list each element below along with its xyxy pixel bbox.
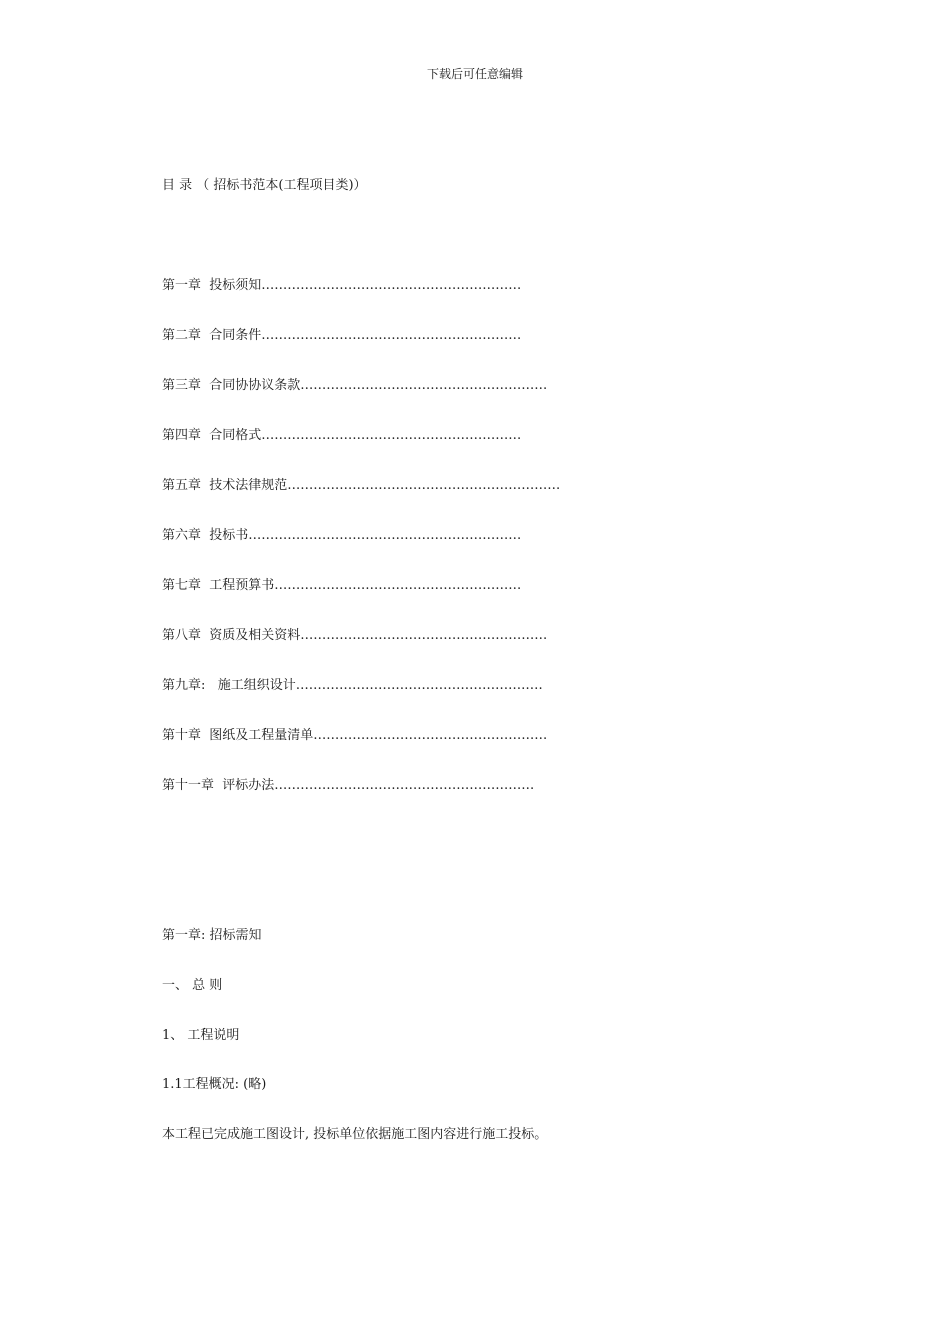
toc-chapter: 第七章: [162, 578, 202, 593]
subsection-heading: 1、 工程说明: [162, 1028, 240, 1043]
toc-chapter: 第四章: [162, 428, 202, 443]
body-paragraph: 本工程已完成施工图设计, 投标单位依据施工图内容进行施工投标。: [162, 1127, 548, 1142]
toc-title: 目 录 （ 招标书范本(工程项目类)）: [162, 178, 367, 193]
toc-entry[interactable]: [162, 677, 543, 695]
section-heading: 一、 总 则: [162, 978, 223, 993]
toc-chapter: 第十章: [162, 728, 202, 743]
toc-chapter: 第二章: [162, 328, 202, 343]
toc-title-text: 投标书: [209, 528, 249, 543]
toc-chapter: 第八章: [162, 628, 202, 643]
toc-title-text: 图纸及工程量清单: [209, 728, 314, 743]
toc-entry[interactable]: [162, 727, 547, 745]
toc-leader-dots: ……………………………………………………: [261, 278, 522, 293]
page-header-note: 下载后可任意编辑: [426, 67, 523, 81]
toc-title-text: 施工组织设计: [213, 678, 296, 693]
toc-entry[interactable]: [162, 427, 521, 445]
toc-entry[interactable]: [162, 377, 547, 395]
toc-entry[interactable]: [162, 577, 521, 595]
toc-title-text: 工程预算书: [209, 578, 275, 593]
toc-title-text: 合同协协议条款: [209, 378, 301, 393]
toc-title-text: 合同格式: [209, 428, 262, 443]
toc-title-text: 合同条件: [209, 328, 262, 343]
toc-leader-dots: ……………………………………………………: [274, 778, 535, 793]
toc-chapter: 第十一章: [162, 778, 215, 793]
toc-title-text: 技术法律规范: [209, 478, 288, 493]
toc-entry[interactable]: [162, 627, 547, 645]
toc-leader-dots: ………………………………………………………: [248, 528, 522, 543]
toc-title-text: 评标办法: [222, 778, 275, 793]
toc-leader-dots: ………………………………………………: [313, 728, 548, 743]
toc-entry[interactable]: [162, 277, 521, 295]
toc-title-text: 投标须知: [209, 278, 262, 293]
toc-leader-dots: …………………………………………………: [300, 378, 548, 393]
toc-leader-dots: ……………………………………………………: [261, 328, 522, 343]
toc-leader-dots: …………………………………………………: [300, 628, 548, 643]
toc-chapter: 第一章: [162, 278, 202, 293]
toc-chapter: 第九章:: [162, 678, 206, 693]
toc-leader-dots: ……………………………………………………: [261, 428, 522, 443]
item-heading: 1.1工程概况: (略): [162, 1077, 267, 1092]
toc-leader-dots: …………………………………………………: [274, 578, 522, 593]
toc-entry[interactable]: [162, 477, 560, 495]
toc-entry[interactable]: [162, 777, 534, 795]
toc-chapter: 第三章: [162, 378, 202, 393]
toc-entry[interactable]: [162, 327, 521, 345]
toc-entry[interactable]: [162, 527, 521, 545]
toc-chapter: 第六章: [162, 528, 202, 543]
toc-leader-dots: ………………………………………………………: [287, 478, 561, 493]
toc-chapter: 第五章: [162, 478, 202, 493]
toc-title-text: 资质及相关资料: [209, 628, 301, 643]
toc-leader-dots: …………………………………………………: [295, 678, 543, 693]
chapter-heading: 第一章: 招标需知: [162, 928, 262, 943]
